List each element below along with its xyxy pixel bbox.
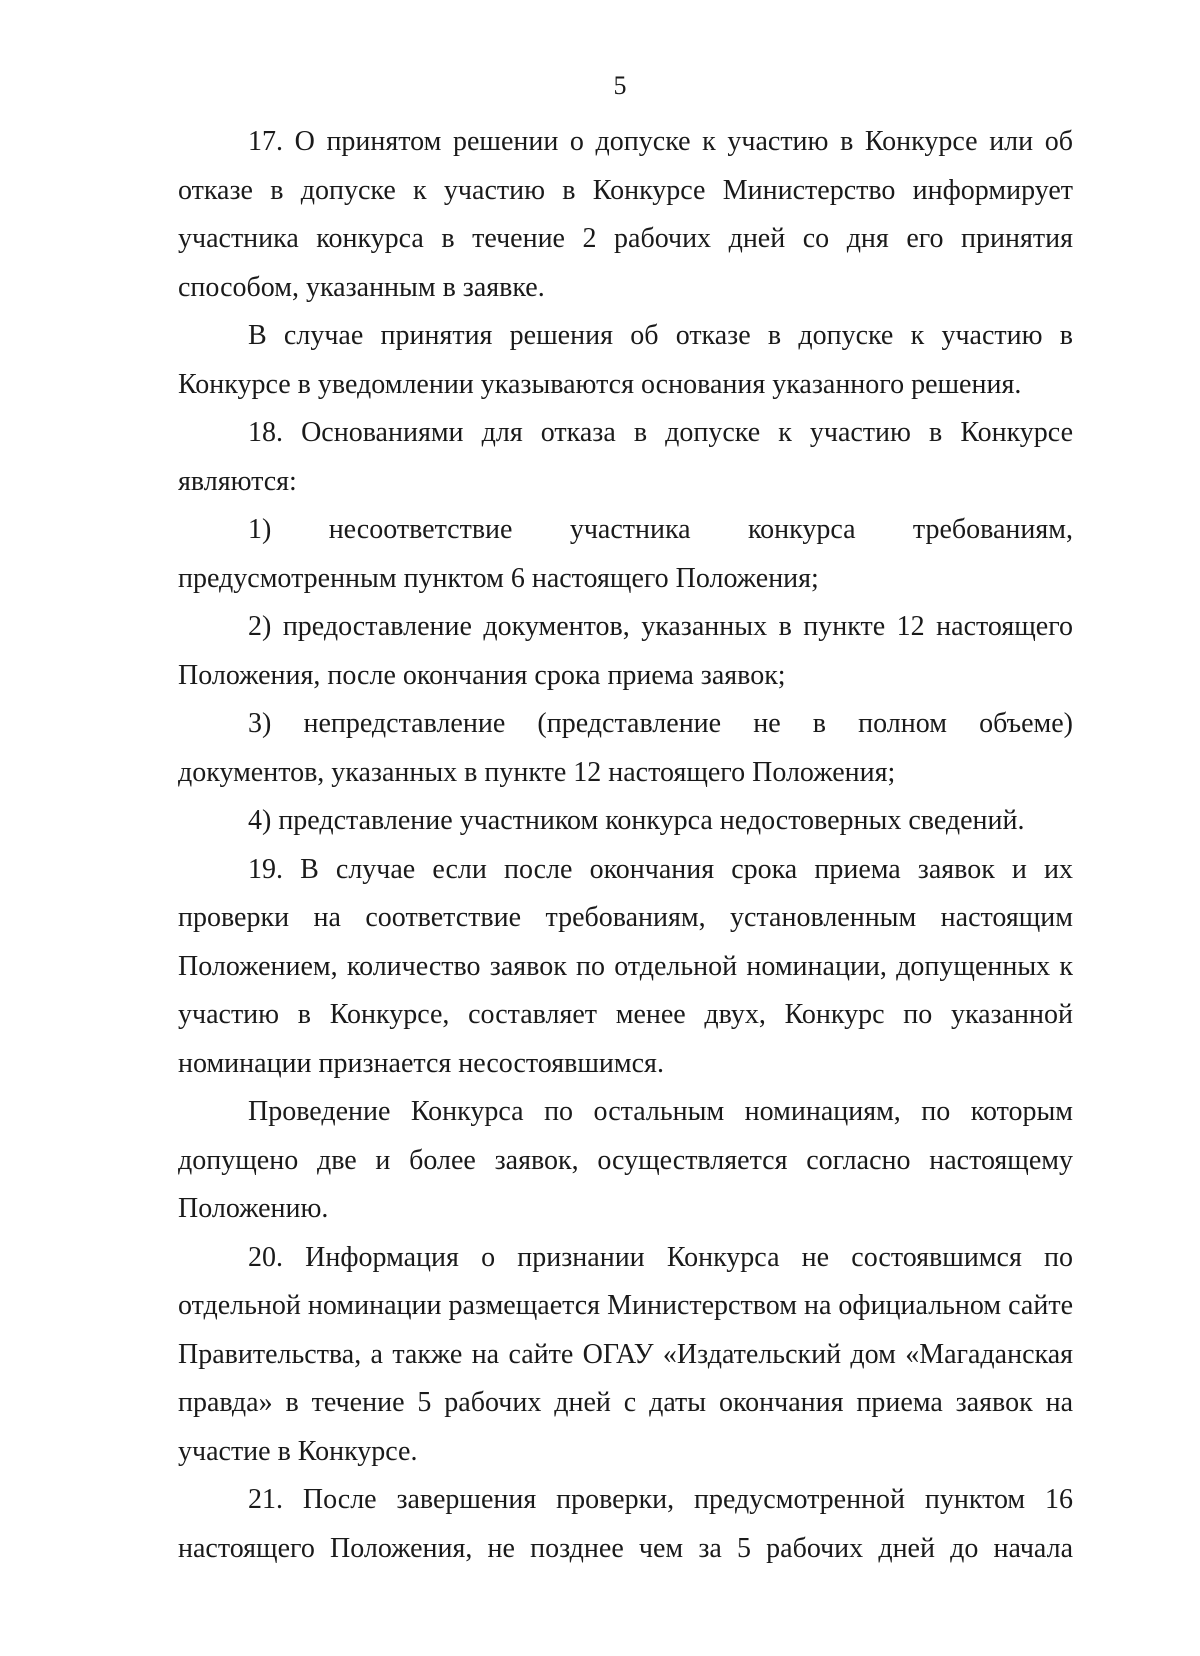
paragraph-17-notice: В случае принятия решения об отказе в допуске к участию в Конкурсе в уведомлении указываются основания указанного решения. <box>178 320 1073 400</box>
document-body <box>178 118 1073 1573</box>
paragraph-19-remaining: Проведение Конкурса по остальным номинациям, по которым допущено две и более заявок, осуществляется согласно настоящему Положению. <box>178 1096 1073 1224</box>
list-item-18-2: 2) предоставление документов, указанных в пункте 12 настоящего Положения, после окончания срока приема заявок; <box>178 611 1073 691</box>
paragraph-21: 21. После завершения проверки, предусмотренной пунктом 16 настоящего Положения, не позднее чем за 5 рабочих дней до начала <box>178 1484 1073 1564</box>
list-item-18-4: 4) представление участником конкурса недостоверных сведений. <box>248 805 1025 836</box>
paragraph-19: 19. В случае если после окончания срока приема заявок и их проверки на соответствие требованиям, установленным настоящим Положением, количество заявок по отдельной номинации, допущенных к участию в Конкурсе, составляет менее двух, Конкурс по указанной номинации признается несостоявшимся. <box>178 853 1073 1079</box>
paragraph-20: 20. Информация о признании Конкурса не состоявшимся по отдельной номинации размещается Министерством на официальном сайте Правительства, а также на сайте ОГАУ «Издательский дом «Магаданская правда» в течение 5 рабочих дней с даты окончания приема заявок на участие в Конкурсе. <box>178 1241 1073 1467</box>
page-number: 5 <box>613 71 627 100</box>
list-item-18-1: 1) несоответствие участника конкурса требованиям, предусмотренным пунктом 6 настоящего Положения; <box>178 514 1073 594</box>
list-item-18-3: 3) непредставление (представление не в полном объеме) документов, указанных в пункте 12 настоящего Положения; <box>178 708 1073 788</box>
paragraph-18: 18. Основаниями для отказа в допуске к участию в Конкурсе являются: <box>178 417 1073 497</box>
paragraph-17: 17. О принятом решении о допуске к участию в Конкурсе или об отказе в допуске к участию в Конкурсе Министерство информирует участника конкурса в течение 2 рабочих дней со дня его принятия способом, указанным в заявке. <box>178 126 1073 303</box>
